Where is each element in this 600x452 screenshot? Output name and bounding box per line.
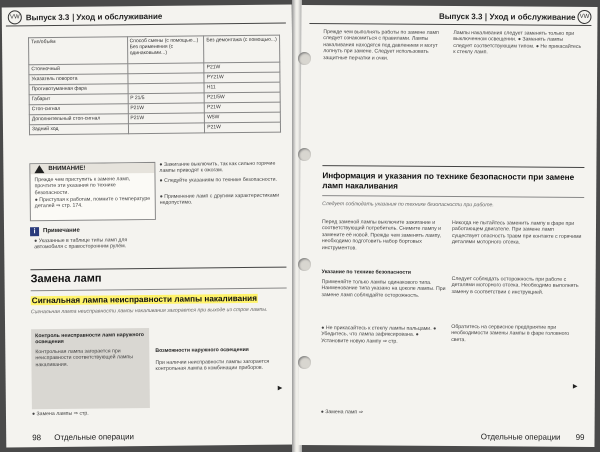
page-label-right: Отдельные операции (480, 432, 561, 442)
table-head-nodemount: Без демонтажа (с помощью...) (204, 35, 280, 63)
vw-logo-icon: VW (8, 10, 22, 24)
body-col1-list: ● Не прикасайтесь к стеклу лампы пальцами. ● Убедитесь, что лампа зафиксирована. ● Установите новую лампу ⇒ стр. (321, 325, 437, 345)
header-section-name: Уход и обслуживание (489, 12, 576, 22)
header-section-name: Уход и обслуживание (76, 11, 163, 22)
gray-box-title: Контроль неисправности ламп наружного освещения (35, 332, 144, 346)
header-rule (6, 23, 286, 27)
info-gray-box (31, 328, 150, 409)
section-rule (30, 267, 286, 271)
right-header (439, 12, 576, 22)
body-col1-more: Применяйте только лампы одинакового типа. Наименование типа указано на цоколе лампы. При замене ламп соблюдайте осторожность. (321, 279, 446, 299)
subsection-rule (322, 195, 584, 198)
table-row: Габарит P 21/5 P21/5W (29, 92, 280, 105)
left-page (2, 4, 297, 447)
table-row: Указатель поворота PY21W (29, 72, 280, 85)
continue-arrow-icon: ▶ (277, 385, 283, 392)
mid-text: При наличии неисправности лампы загорается контрольная лампа в комбинации приборов. (155, 358, 270, 373)
warning-title: ВНИМАНИЕ! (48, 165, 86, 173)
body-col2: Никогда не пытайтесь заменить лампу в фаре при работающем двигателе. При замене ламп существует опасность травм при контакте с горячими деталями моторного отсека. (451, 220, 582, 246)
section-title: Замена ламп (30, 272, 102, 286)
right-page (298, 5, 597, 447)
footer-note: ● Замена лампы ⇒ стр. (31, 410, 89, 418)
note-box (30, 226, 154, 255)
binder-hole (298, 258, 311, 271)
subsection-intro: Сигнальная лампа неисправности лампы накаливания загорается при выходе из строя лампы. (30, 306, 268, 316)
subsection-title: Сигнальная лампа неисправности лампы накаливания (31, 293, 258, 306)
warning-col2-c: ● Применение ламп с другими характеристиками недопустимо. (159, 192, 280, 207)
header-section-number: Выпуск 3.3 (438, 11, 483, 22)
section-intro: Следует соблюдать указания по технике безопасности при работе. (322, 201, 494, 209)
warning-header (30, 163, 154, 174)
section-title: Информация и указания по технике безопасности при замене ламп накаливания (322, 171, 575, 191)
table-row: Задний ход P21W (29, 122, 280, 135)
top-text-col1: Прежде чем выполнять работы по замене ламп следует ознакомиться с правилами. Лампы накаливания находятся под давлением и могут лопнуть при замене. Следует использовать защитные перчатки и очки. (323, 29, 439, 62)
note-title: Примечание (43, 227, 80, 235)
header-section-number: Выпуск 3.3 (25, 12, 70, 23)
page-number-left: 98 (32, 433, 42, 443)
continue-arrow-icon: ▶ (572, 383, 578, 390)
note-text: ● Указанные в таблице типы ламп для автомобиля с правосторонним рулём. (34, 237, 128, 251)
mid-title: Возможности наружного освещения (155, 346, 249, 354)
warning-text: Прежде чем приступить к замене ламп, прочтите эти указания по технике безопасности. (34, 176, 131, 197)
page-number-right: 99 (575, 432, 585, 442)
table-row: Противотуманная фара H11 (29, 82, 280, 95)
table-row: Стоп-сигнал P21W P21W (29, 102, 280, 115)
lamp-table (28, 35, 281, 136)
binder-hole (298, 52, 311, 65)
table-head-method: Способ смены (с помощью...) Без применения (с одинаковыми...) (127, 36, 204, 64)
body-col2-more: Следует соблюдать осторожность при работе с деталями моторного отсека. Необходимо выполнять замену в соответствии с инструкцией. (451, 276, 579, 296)
binder-hole (298, 148, 311, 161)
table-head-type: Тип/объём (29, 37, 128, 65)
warning-text-2: ● Приступая к работам, помните о температуре деталей ⇒ стр. 174. (34, 195, 151, 210)
section-rule (322, 165, 584, 168)
header-rule (309, 23, 591, 26)
gray-box-text: Контрольная лампа загорается при неисправности соответствующей лампы накаливания. (35, 348, 134, 369)
top-text-col2: Лампы накаливания следует заменять только при выключенном освещении. ● Заменять лампы следует соответствующим типом. ● Не прикасайтесь к стеклу ламп. (453, 30, 582, 56)
table-row: Дополнительный стоп-сигнал P21W W5W (29, 112, 280, 125)
vw-logo-icon: VW (577, 10, 591, 24)
info-icon: i (30, 227, 39, 236)
warning-box (29, 162, 156, 221)
table-row: Стояночный P21W (29, 62, 280, 75)
binder-hole (298, 356, 311, 369)
body-col1-heading: Указание по технике безопасности (321, 269, 412, 276)
footer-note: ● Замена ламп ⇒ (320, 409, 364, 416)
subsection-rule (31, 288, 287, 292)
body-col2-end: Обратитесь на сервисное предприятие при необходимости замены лампы в фаре головного света. (451, 324, 570, 343)
body-col1: Перед заменой лампы выключите зажигание и соответствующий потребитель. Снимите лампу и замените её новой. Прежде чем заменять лампу, необходимо подготовить набор бортовых инструментов. (321, 219, 442, 251)
warning-col2-a: ● Зажигание выключить, так как сильно горячие лампы приводят к ожогам. (159, 160, 276, 175)
warning-col2-b: ● Следуйте указаниям по технике безопасности. (159, 176, 277, 184)
warning-triangle-icon (34, 165, 44, 173)
left-header (26, 12, 163, 22)
page-label-left: Отдельные операции (54, 432, 135, 443)
